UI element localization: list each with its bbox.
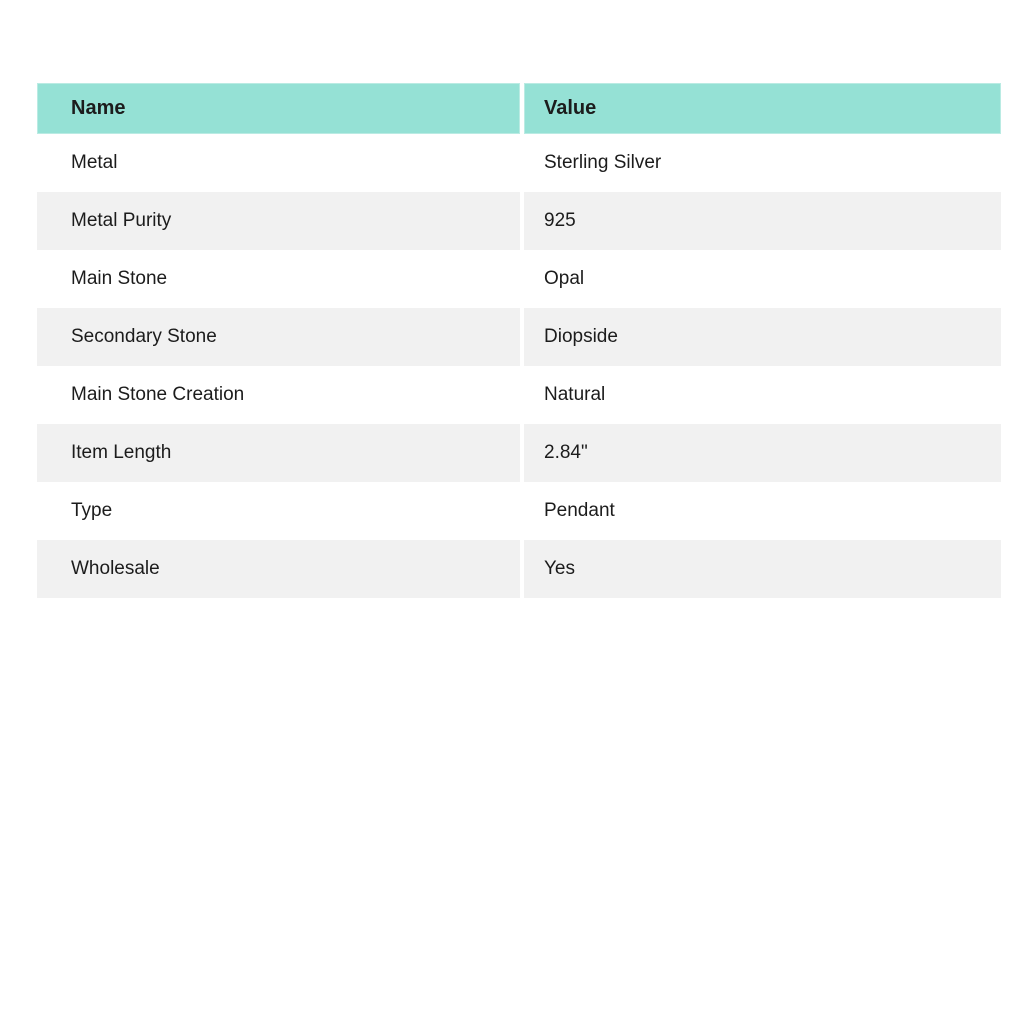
table-row bbox=[37, 540, 1001, 598]
table-row bbox=[37, 366, 1001, 424]
table-row bbox=[37, 424, 1001, 482]
table-row bbox=[37, 482, 1001, 540]
attribute-name-cell: Main Stone bbox=[37, 250, 520, 308]
table-header-row bbox=[37, 83, 1001, 134]
table-body bbox=[37, 134, 1001, 598]
attribute-value-cell: Yes bbox=[524, 540, 1001, 598]
table-row bbox=[37, 134, 1001, 192]
column-header-value: Value bbox=[524, 83, 1001, 134]
attribute-value-cell: Opal bbox=[524, 250, 1001, 308]
attribute-value-cell: Pendant bbox=[524, 482, 1001, 540]
attribute-name-cell: Wholesale bbox=[37, 540, 520, 598]
attribute-name-cell: Item Length bbox=[37, 424, 520, 482]
attribute-name-cell: Secondary Stone bbox=[37, 308, 520, 366]
attribute-value-cell: Sterling Silver bbox=[524, 134, 1001, 192]
column-header-name: Name bbox=[37, 83, 520, 134]
attribute-name-cell: Metal bbox=[37, 134, 520, 192]
attribute-name-cell: Metal Purity bbox=[37, 192, 520, 250]
attribute-value-cell: Natural bbox=[524, 366, 1001, 424]
attribute-value-cell: Diopside bbox=[524, 308, 1001, 366]
table-row bbox=[37, 192, 1001, 250]
attribute-value-cell: 2.84" bbox=[524, 424, 1001, 482]
attribute-name-cell: Main Stone Creation bbox=[37, 366, 520, 424]
table-row bbox=[37, 308, 1001, 366]
product-attributes-table bbox=[37, 83, 1001, 598]
attribute-name-cell: Type bbox=[37, 482, 520, 540]
table-row bbox=[37, 250, 1001, 308]
attribute-value-cell: 925 bbox=[524, 192, 1001, 250]
